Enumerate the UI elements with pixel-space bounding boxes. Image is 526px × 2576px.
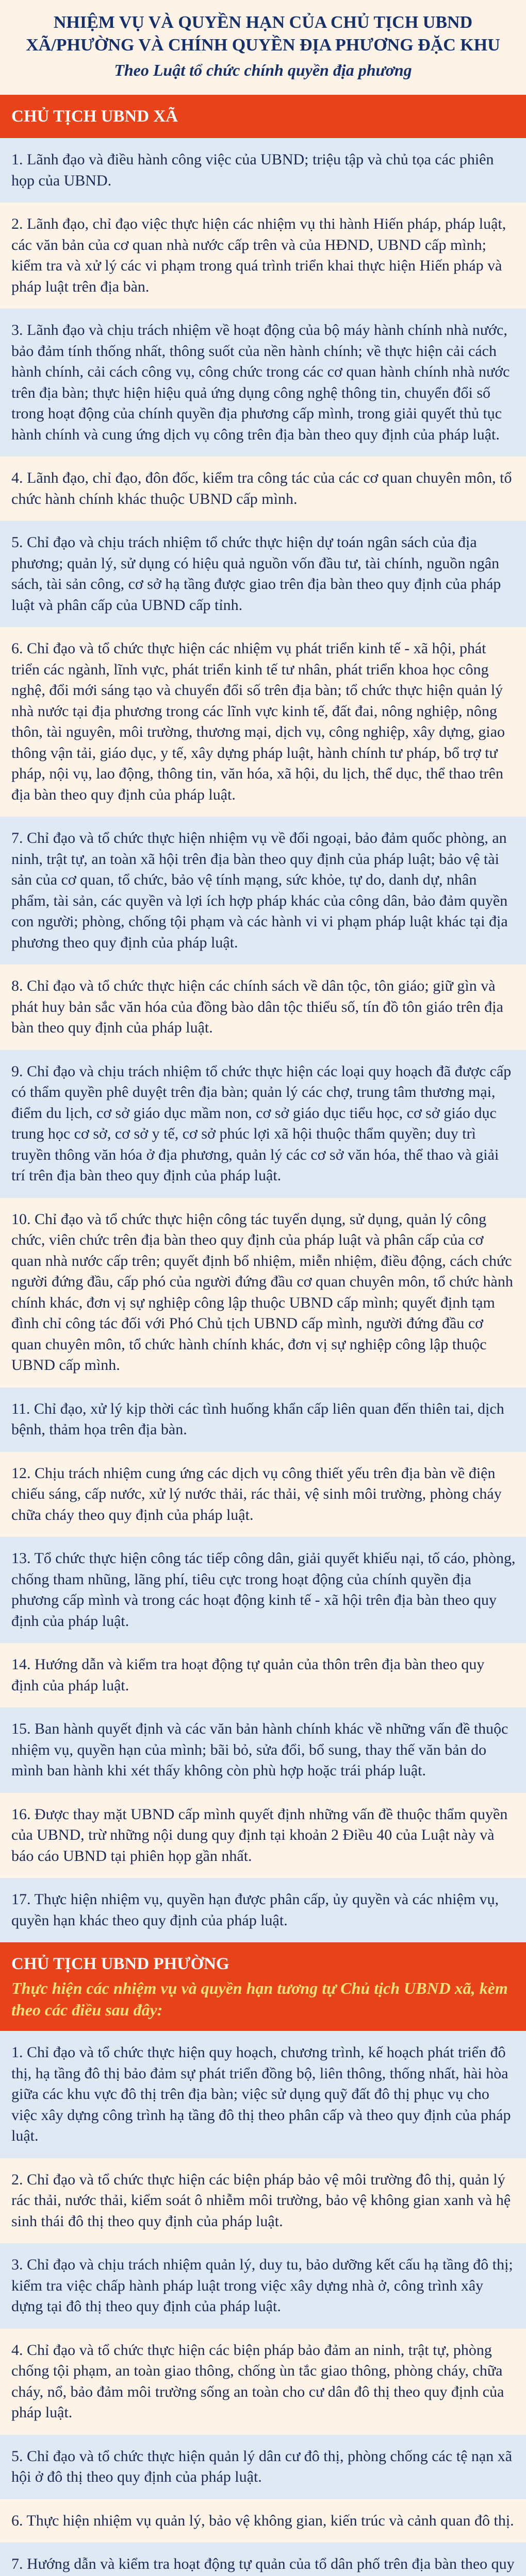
list-item: 17. Thực hiện nhiệm vụ, quyền hạn được phân cấp, ủy quyền và các nhiệm vụ, quyền hạn khác theo quy định của pháp luật. <box>0 1878 526 1942</box>
list-item: 7. Hướng dẫn và kiểm tra hoạt động tự quản của tổ dân phố trên địa bàn theo quy <box>0 2543 526 2576</box>
sections-container <box>0 95 526 2576</box>
list-item: 3. Chỉ đạo và chịu trách nhiệm quản lý, duy tu, bảo dưỡng kết cấu hạ tầng đô thị; kiểm tra việc chấp hành pháp luật trong việc xây dựng nhà ở, công trình xây dựng tại đô thị theo quy định của pháp luật. <box>0 2243 526 2329</box>
section-heading-text: CHỦ TỊCH UBND PHƯỜNG <box>11 1955 229 1973</box>
list-item: 16. Được thay mặt UBND cấp mình quyết định những vấn đề thuộc thẩm quyền của UBND, trừ những nội dung quy định tại khoản 2 Điều 40 của Luật này và báo cáo UBND tại phiên họp gần nhất. <box>0 1793 526 1878</box>
header <box>0 0 526 95</box>
list-item: 10. Chỉ đạo và tổ chức thực hiện công tác tuyển dụng, sử dụng, quản lý công chức, viên chức trên địa bàn theo quy định của pháp luật và phân cấp của cơ quan nhà nước cấp trên; quyết định bổ nhiệm, miễn nhiệm, điều động, cách chức người đứng đầu, cấp phó của người đứng đầu cơ quan chuyên môn, tổ chức hành chính khác, đơn vị sự nghiệp công lập thuộc UBND cấp mình; quyết định tạm đình chỉ công tác đối với Phó Chủ tịch UBND cấp mình, người đứng đầu cơ quan chuyên môn, tổ chức hành chính khác, đơn vị sự nghiệp công lập thuộc UBND cấp mình. <box>0 1198 526 1387</box>
section-heading <box>0 1942 526 2031</box>
list-item: 6. Chỉ đạo và tổ chức thực hiện các nhiệm vụ phát triển kinh tế - xã hội, phát triển các ngành, lĩnh vực, phát triển kinh tế tư nhân, phát triển khoa học công nghệ, đổi mới sáng tạo và chuyển đổi số trên địa bàn; tổ chức thực hiện quản lý nhà nước tại địa phương trong các lĩnh vực kinh tế, đất đai, nông nghiệp, nông thôn, tài nguyên, môi trường, thương mại, dịch vụ, công nghiệp, xây dựng, giao thông vận tải, giáo dục, y tế, xây dựng pháp luật, hành chính tư pháp, bổ trợ tư pháp, nội vụ, lao động, thông tin, văn hóa, xã hội, du lịch, thể dục, thể thao trên địa bàn theo quy định của pháp luật. <box>0 627 526 817</box>
list-item: 4. Lãnh đạo, chỉ đạo, đôn đốc, kiểm tra công tác của các cơ quan chuyên môn, tổ chức hành chính khác thuộc UBND cấp mình. <box>0 456 526 521</box>
list-item: 11. Chỉ đạo, xử lý kịp thời các tình huống khẩn cấp liên quan đến thiên tai, dịch bệnh, thảm họa trên địa bàn. <box>0 1387 526 1452</box>
list-item: 8. Chỉ đạo và tổ chức thực hiện các chính sách về dân tộc, tôn giáo; giữ gìn và phát huy bản sắc văn hóa của đồng bào dân tộc thiểu số, tín đồ tôn giáo trên địa bàn theo quy định của pháp luật. <box>0 964 526 1050</box>
list-item: 4. Chỉ đạo và tổ chức thực hiện các biện pháp bảo đảm an ninh, trật tự, phòng chống tội phạm, an toàn giao thông, chống ùn tắc giao thông, phòng cháy, chữa cháy, nổ, bảo đảm môi trường sống an toàn cho cư dân đô thị theo quy định của pháp luật. <box>0 2329 526 2435</box>
list-item: 9. Chỉ đạo và chịu trách nhiệm tổ chức thực hiện các loại quy hoạch đã được cấp có thẩm quyền phê duyệt trên địa bàn; quản lý các chợ, trung tâm thương mại, điểm du lịch, cơ sở giáo dục mầm non, cơ sở giáo dục tiểu học, cơ sở giáo dục trung học cơ sở, cơ sở y tế, cơ sở phúc lợi xã hội thuộc thẩm quyền; duy trì truyền thông văn hóa ở địa phương, quản lý các cơ sở văn hóa, thể thao và giải trí trên địa bàn theo quy định của pháp luật. <box>0 1050 526 1198</box>
list-item: 3. Lãnh đạo và chịu trách nhiệm về hoạt động của bộ máy hành chính nhà nước, bảo đảm tính thống nhất, thông suốt của nền hành chính; về thực hiện cải cách hành chính, cải cách công vụ, công chức trong các cơ quan hành chính nhà nước trên địa bàn; thực hiện hiệu quả ứng dụng công nghệ thông tin, chuyển đổi số trong hoạt động của chính quyền địa phương cấp mình, trong giải quyết thủ tục hành chính và cung ứng dịch vụ công trên địa bàn theo quy định của pháp luật. <box>0 309 526 456</box>
list-item: 7. Chỉ đạo và tổ chức thực hiện nhiệm vụ về đối ngoại, bảo đảm quốc phòng, an ninh, trật tự, an toàn xã hội trên địa bàn theo quy định của pháp luật; bảo vệ tài sản của cơ quan, tổ chức, bảo vệ tính mạng, sức khỏe, tự do, danh dự, nhân phẩm, tài sản, các quyền và lợi ích hợp pháp khác của công dân, bảo đảm quyền con người; phòng, chống tội phạm và các hành vi vi phạm pháp luật khác tại địa phương theo quy định của pháp luật. <box>0 817 526 964</box>
list-item: 12. Chịu trách nhiệm cung ứng các dịch vụ công thiết yếu trên địa bàn về điện chiếu sáng, cấp nước, xử lý nước thải, rác thải, vệ sinh môi trường, phòng cháy chữa cháy theo quy định của pháp luật. <box>0 1452 526 1537</box>
section-heading <box>0 95 526 138</box>
list-item: 2. Lãnh đạo, chỉ đạo việc thực hiện các nhiệm vụ thi hành Hiến pháp, pháp luật, các văn bản của cơ quan nhà nước cấp trên và của HĐND, UBND cấp mình; kiểm tra và xử lý các vi phạm trong quá trình triển khai thực hiện Hiến pháp và pháp luật trên địa bàn. <box>0 202 526 309</box>
section-note: Thực hiện các nhiệm vụ và quyền hạn tương tự Chủ tịch UBND xã, kèm theo các điều sau đây: <box>11 1979 508 2019</box>
list-item: 2. Chỉ đạo và tổ chức thực hiện các biện pháp bảo vệ môi trường đô thị, quản lý rác thải, nước thải, kiểm soát ô nhiễm môi trường, bảo vệ không gian xanh và hệ sinh thái đô thị theo quy định của pháp luật. <box>0 2158 526 2244</box>
list-item: 1. Chỉ đạo và tổ chức thực hiện quy hoạch, chương trình, kế hoạch phát triển đô thị, hạ tầng đô thị bảo đảm sự phát triển đồng bộ, liên thông, thống nhất, hài hòa giữa các khu vực đô thị trên địa bàn; việc sử dụng quỹ đất đô thị phục vụ cho việc xây dựng công trình hạ tầng đô thị theo phân cấp và theo quy định của pháp luật. <box>0 2031 526 2158</box>
list-item: 13. Tổ chức thực hiện công tác tiếp công dân, giải quyết khiếu nại, tố cáo, phòng, chống tham nhũng, lãng phí, tiêu cực trong hoạt động của chính quyền địa phương cấp mình và trong các hoạt động kinh tế - xã hội trên địa bàn theo quy định của pháp luật. <box>0 1537 526 1643</box>
list-item: 1. Lãnh đạo và điều hành công việc của UBND; triệu tập và chủ tọa các phiên họp của UBND. <box>0 138 526 202</box>
list-item: 5. Chỉ đạo và tổ chức thực hiện quản lý dân cư đô thị, phòng chống các tệ nạn xã hội ở đô thị theo quy định của pháp luật. <box>0 2435 526 2499</box>
list-item: 6. Thực hiện nhiệm vụ quản lý, bảo vệ không gian, kiến trúc và cảnh quan đô thị. <box>0 2499 526 2543</box>
list-item: 15. Ban hành quyết định và các văn bản hành chính khác về những vấn đề thuộc nhiệm vụ, quyền hạn của mình; bãi bỏ, sửa đổi, bổ sung, thay thế văn bản do mình ban hành khi xét thấy không còn phù hợp hoặc trái pháp luật. <box>0 1707 526 1793</box>
section-heading-text: CHỦ TỊCH UBND XÃ <box>11 107 178 126</box>
list-item: 5. Chỉ đạo và chịu trách nhiệm tổ chức thực hiện dự toán ngân sách của địa phương; quản lý, sử dụng có hiệu quả nguồn vốn đầu tư, tài chính, nguồn ngân sách, tài sản công, cơ sở hạ tầng được giao trên địa bàn theo quy định của pháp luật và phân cấp của UBND cấp tỉnh. <box>0 521 526 627</box>
list-item: 14. Hướng dẫn và kiểm tra hoạt động tự quản của thôn trên địa bàn theo quy định của pháp luật. <box>0 1643 526 1707</box>
page-title: NHIỆM VỤ VÀ QUYỀN HẠN CỦA CHỦ TỊCH UBND XÃ/PHƯỜNG VÀ CHÍNH QUYỀN ĐỊA PHƯƠNG ĐẶC KHU <box>26 13 500 55</box>
page-subtitle: Theo Luật tổ chức chính quyền địa phương <box>114 61 412 79</box>
